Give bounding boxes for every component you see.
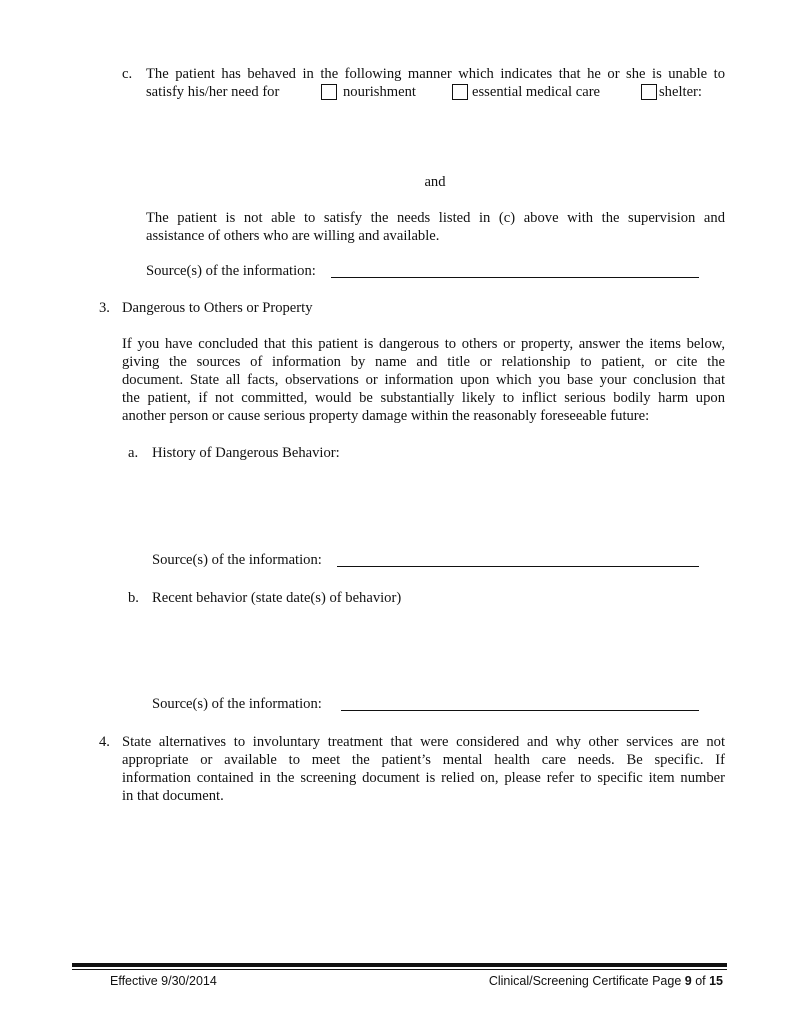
item-b-marker: b. — [128, 590, 139, 606]
footer-page-number: 9 — [684, 974, 692, 988]
item-a-source-field[interactable] — [337, 551, 699, 567]
item-c-source-row — [146, 262, 316, 282]
footer-effective-date: Effective 9/30/2014 — [110, 974, 217, 988]
item-b-label: Recent behavior (state date(s) of behavior) — [152, 590, 402, 606]
item-b-source-row — [152, 695, 322, 715]
item-c-marker: c. — [122, 66, 133, 82]
item-c-source-field[interactable] — [331, 262, 699, 278]
item-c-para-line2: assistance of others who are willing and available. — [146, 228, 440, 244]
nourishment-checkbox[interactable] — [321, 84, 337, 100]
source-label: Source(s) of the information: — [152, 696, 322, 712]
footer-rule-thin — [72, 969, 727, 970]
section-4-response-area[interactable] — [122, 815, 725, 945]
item-c-line1: The patient has behaved in the following manner which indicates that he or she is unable to — [146, 66, 725, 82]
item-b-response-area[interactable] — [152, 611, 725, 691]
section-3-marker: 3. — [99, 300, 110, 316]
section-4-line: information contained in the screening document is relied on, please refer to specific item number — [122, 770, 725, 786]
section-3-title: Dangerous to Others or Property — [122, 300, 313, 316]
item-a-source-row — [152, 551, 322, 571]
item-c-line2: satisfy his/her need for — [146, 84, 280, 100]
footer-of: of — [691, 974, 710, 988]
footer-page-total: 15 — [709, 974, 723, 988]
section-3-intro — [122, 335, 725, 425]
item-a-marker: a. — [128, 445, 139, 461]
nourishment-label: nourishment — [343, 84, 416, 100]
footer-rule-thick — [72, 963, 727, 967]
source-label: Source(s) of the information: — [146, 263, 316, 279]
intro-line: If you have concluded that this patient is dangerous to others or property, answer the items below, — [122, 336, 725, 352]
section-4-marker: 4. — [99, 734, 110, 750]
intro-line: the patient, if not committed, would be substantially likely to inflict serious bodily harm upon — [122, 390, 725, 406]
intro-line: giving the sources of information by name and title or relationship to patient, or cite the — [122, 354, 725, 370]
shelter-label: shelter: — [659, 84, 702, 100]
intro-line: document. State all facts, observations or information upon which you base your conclusion that — [122, 372, 725, 388]
shelter-checkbox[interactable] — [641, 84, 657, 100]
section-4-line: State alternatives to involuntary treatment that were considered and why other services are not — [122, 734, 725, 750]
item-b-source-field[interactable] — [341, 695, 699, 711]
and-connector: and — [424, 174, 446, 190]
intro-line: another person or cause serious property damage within the reasonably foreseeable future: — [122, 408, 650, 424]
item-a-response-area[interactable] — [152, 466, 725, 546]
source-label: Source(s) of the information: — [152, 552, 322, 568]
footer-page-info — [489, 974, 723, 988]
section-4-line: appropriate or available to meet the patient’s mental health care needs. Be specific. If — [122, 752, 725, 768]
section-4-text — [122, 733, 725, 805]
item-a-label: History of Dangerous Behavior: — [152, 445, 340, 461]
section-4-line: in that document. — [122, 788, 224, 804]
item-c-para-line1: The patient is not able to satisfy the needs listed in (c) above with the supervision and — [146, 210, 725, 226]
essential-medical-care-checkbox[interactable] — [452, 84, 468, 100]
essential-medical-care-label: essential medical care — [472, 84, 601, 100]
footer-doc-title: Clinical/Screening Certificate Page — [488, 974, 685, 988]
